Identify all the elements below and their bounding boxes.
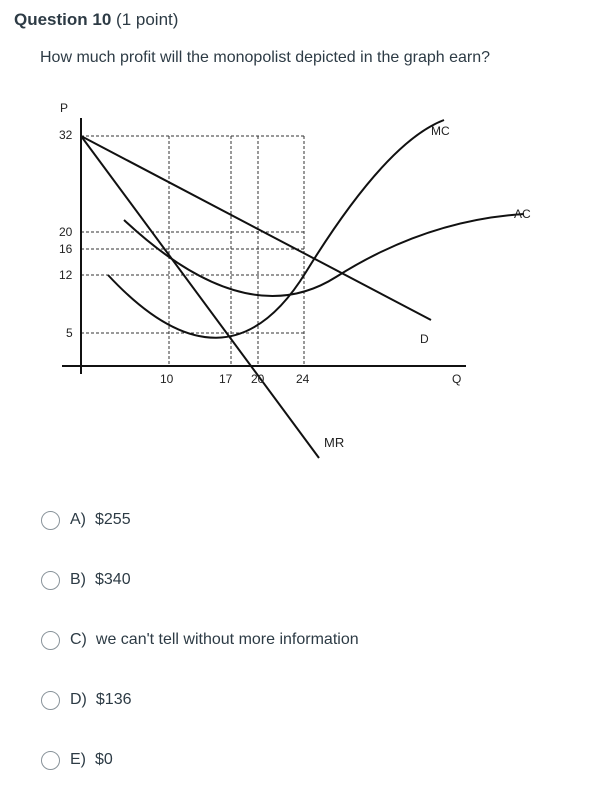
question-points: (1 point) — [116, 10, 179, 29]
question-header — [14, 10, 178, 30]
y-tick-12: 12 — [59, 268, 73, 282]
x-tick-17: 17 — [219, 372, 233, 386]
y-tick-16: 16 — [59, 242, 73, 256]
option-b[interactable] — [41, 567, 131, 593]
option-d-text: $136 — [95, 691, 132, 708]
radio-option-c[interactable] — [41, 631, 60, 650]
x-tick-10: 10 — [160, 372, 174, 386]
ac-curve — [124, 214, 524, 296]
option-d-letter: D) — [70, 691, 87, 708]
q-axis-label: Q — [452, 372, 462, 386]
option-a[interactable] — [41, 507, 131, 533]
y-tick-5: 5 — [66, 326, 73, 340]
radio-option-b[interactable] — [41, 571, 60, 590]
monopoly-graph — [36, 92, 556, 472]
mc-curve — [108, 120, 444, 338]
p-axis-label: P — [60, 101, 69, 115]
option-e-letter: E) — [70, 751, 86, 768]
option-b-letter: B) — [70, 571, 86, 588]
option-c-letter: C) — [70, 631, 87, 648]
y-tick-20: 20 — [59, 225, 73, 239]
radio-option-e[interactable] — [41, 751, 60, 770]
mr-label: MR — [324, 435, 345, 450]
question-text: How much profit will the monopolist depicted in the graph earn? — [40, 49, 491, 66]
option-b-text: $340 — [95, 571, 131, 588]
option-e[interactable] — [41, 747, 113, 773]
x-tick-24: 24 — [296, 372, 310, 386]
option-c-text: we can't tell without more information — [95, 631, 359, 648]
radio-option-a[interactable] — [41, 511, 60, 530]
radio-option-d[interactable] — [41, 691, 60, 710]
mr-curve — [81, 136, 319, 458]
option-c[interactable] — [41, 627, 359, 653]
option-e-text: $0 — [95, 751, 113, 768]
option-d[interactable] — [41, 687, 131, 713]
x-tick-20: 20 — [251, 372, 265, 386]
option-a-text: $255 — [95, 511, 131, 528]
mc-label: MC — [431, 124, 450, 138]
y-tick-32: 32 — [59, 128, 73, 142]
ac-label: AC — [514, 207, 531, 221]
demand-label: D — [420, 332, 429, 346]
question-number: Question 10 — [14, 10, 112, 29]
option-a-letter: A) — [70, 511, 86, 528]
